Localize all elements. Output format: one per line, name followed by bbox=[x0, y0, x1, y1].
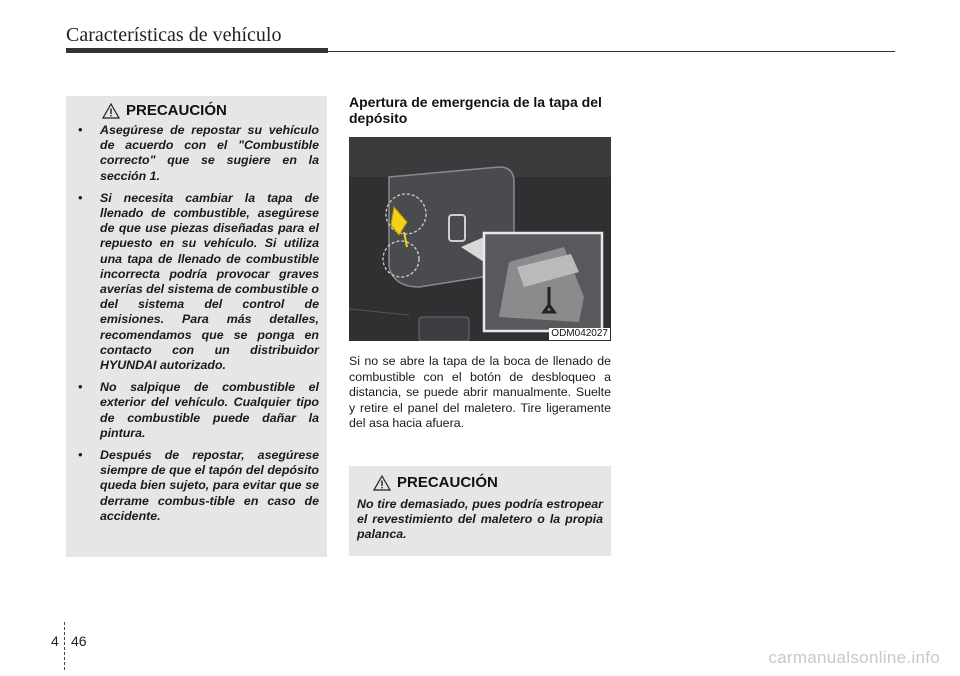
header-rule bbox=[66, 51, 895, 52]
figure-code-label: ODM042027 bbox=[551, 328, 608, 339]
caution-text: No tire demasiado, pues podría estropear el revestimiento del maletero o la propia palanca. bbox=[357, 497, 603, 542]
caution-item-text: Asegúrese de repostar su vehículo de acuerdo con el "Combustible correcto" que se sugiere en la sección 1. bbox=[100, 123, 319, 183]
caution-item bbox=[74, 191, 319, 373]
bullet: • bbox=[78, 190, 83, 205]
section-heading: Apertura de emergencia de la tapa del depósito bbox=[349, 94, 602, 126]
footer-divider bbox=[64, 622, 65, 670]
caution-item bbox=[74, 380, 319, 441]
bullet: • bbox=[78, 380, 83, 395]
caution-item-text: No salpique de combustible el exterior del vehículo. Cualquier tipo de combustible puede dañar la pintura. bbox=[100, 380, 319, 440]
fuel-door-figure bbox=[349, 137, 611, 341]
caution-title: PRECAUCIÓN bbox=[397, 474, 498, 491]
caution-item bbox=[74, 123, 319, 184]
caution-header bbox=[102, 102, 319, 119]
page-header-title: Características de vehículo bbox=[66, 24, 282, 46]
caution-box-left bbox=[66, 96, 327, 557]
warning-triangle-icon bbox=[373, 475, 391, 491]
caution-header bbox=[373, 474, 603, 491]
watermark-link[interactable]: carmanualsonline.info bbox=[768, 648, 940, 667]
caution-list bbox=[74, 123, 319, 524]
caution-item-text: Si necesita cambiar la tapa de llenado de combustible, asegúrese de que use piezas diseñadas para el repuesto en su vehículo. Si utiliza una tapa de llenado de combustible incorrecta podría provocar graves averías del sistema de combustible o del sistema del control de emisiones. Para más detalles, recomendamos que se ponga en contacto con un distribuidor HYUNDAI autorizado. bbox=[100, 190, 319, 373]
page-number: 46 bbox=[71, 633, 87, 649]
bullet: • bbox=[78, 123, 83, 137]
caution-box-right bbox=[349, 466, 611, 556]
fuel-door-illustration bbox=[349, 137, 611, 341]
warning-triangle-icon bbox=[102, 103, 120, 119]
caution-title: PRECAUCIÓN bbox=[126, 102, 227, 119]
chapter-number: 4 bbox=[51, 633, 59, 649]
caution-item-text: Después de repostar, asegúrese siempre de que el tapón del depósito queda bien sujeto, para evitar que se derrame combus-tible en caso de accidente. bbox=[100, 448, 319, 523]
section-body-text: Si no se abre la tapa de la boca de llenado de combustible con el botón de desbloqueo a distancia, se puede abrir manualmente. Suelte y retire el panel del maletero. Tire ligeramente del asa hacia afuera. bbox=[349, 354, 611, 431]
caution-item bbox=[74, 448, 319, 524]
bullet: • bbox=[78, 448, 83, 463]
